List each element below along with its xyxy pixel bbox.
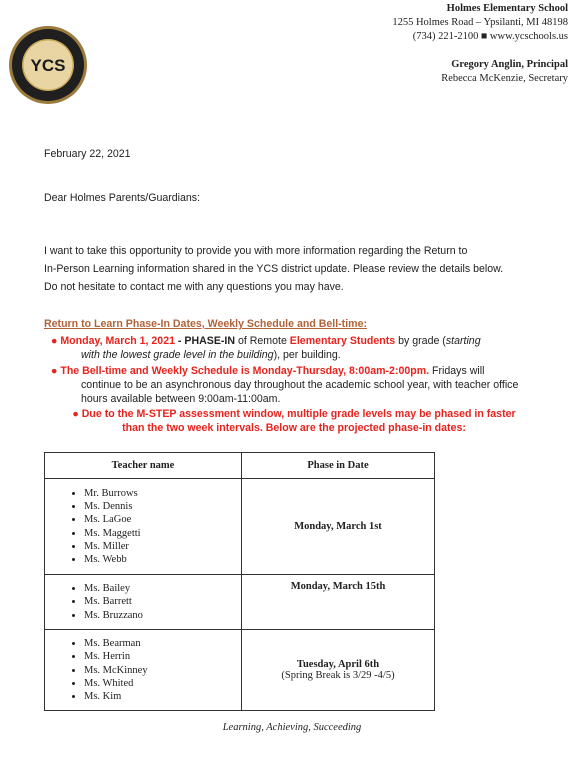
bullet-dot: ● <box>51 365 58 377</box>
footer-motto: Learning, Achieving, Succeeding <box>222 722 362 733</box>
teacher-item: • Ms. Kim <box>84 690 240 703</box>
phase-in-table <box>44 452 435 711</box>
phase-date-cell <box>242 630 435 711</box>
bullet-dot: ● <box>51 335 58 347</box>
spring-break-note: (Spring Break is 3/29 -4/5) <box>281 670 395 682</box>
table-row <box>45 575 435 630</box>
teacher-list <box>46 481 240 573</box>
teacher-item: • Ms. Miller <box>84 540 240 553</box>
bullet-schedule: ● The Bell-time and Weekly Schedule is Monday-Thursday, 8:00am-2:00pm. Fridays will continue to be an asynchronous day throughout the academic school year, with teacher office hours available between 9:00am-11:00am. <box>51 365 519 405</box>
bullet-dot: ● <box>72 408 79 420</box>
table-row <box>45 479 435 575</box>
phase-date: Monday, March 15th <box>242 575 435 630</box>
teacher-item: • Ms. Dennis <box>84 500 240 513</box>
teacher-item: • Ms. Webb <box>84 553 240 566</box>
teacher-item: • Ms. Barrett <box>84 595 240 608</box>
teacher-item: • Mr. Burrows <box>84 487 240 500</box>
teacher-list <box>46 576 240 628</box>
phase-date-header: Phase in Date <box>242 453 435 479</box>
teacher-item: • Ms. Maggetti <box>84 527 240 540</box>
table-row <box>45 630 435 711</box>
intro-paragraph <box>44 242 503 296</box>
bullet-mstep: ● Due to the M-STEP assessment window, multiple grade levels may be phased in faster than the two week intervals. Below are the projected phase-in dates: <box>72 408 516 434</box>
salutation: Dear Holmes Parents/Guardians: <box>44 192 201 204</box>
section-title: Return to Learn Phase-In Dates, Weekly Schedule and Bell-time: <box>44 318 367 330</box>
teacher-item: • Ms. Bearman <box>84 637 240 650</box>
teacher-item: • Ms. Bruzzano <box>84 609 240 622</box>
secretary-name: Rebecca McKenzie, Secretary <box>441 73 568 84</box>
teacher-item: • Ms. LaGoe <box>84 513 240 526</box>
phase-date: Tuesday, April 6th <box>296 659 380 671</box>
intro-line: I want to take this opportunity to provide you with more information regarding the Return to <box>44 245 468 257</box>
intro-line: In-Person Learning information shared in the YCS district update. Please review the details below. <box>44 263 504 275</box>
principal-name: Gregory Anglin, Principal <box>451 59 568 70</box>
teacher-item: • Ms. McKinney <box>84 664 240 677</box>
phase-date: Monday, March 1st <box>242 479 435 575</box>
teacher-list <box>46 631 240 709</box>
teacher-item: • Ms. Herrin <box>84 650 240 663</box>
logo-text: YCS <box>30 56 66 75</box>
table-header-row <box>45 453 435 479</box>
bullet-phase-in: ● Monday, March 1, 2021 - PHASE-IN of Remote Elementary Students by grade (starting with the lowest grade level in the building), per building. <box>51 335 481 361</box>
intro-line: Do not hesitate to contact me with any questions you may have. <box>44 281 344 293</box>
teacher-item: • Ms. Whited <box>84 677 240 690</box>
teacher-name-header: Teacher name <box>45 453 242 479</box>
teacher-item: • Ms. Bailey <box>84 582 240 595</box>
school-contact: (734) 221-2100 ■ www.ycschools.us <box>412 31 568 42</box>
letter-date: February 22, 2021 <box>44 148 131 160</box>
school-name: Holmes Elementary School <box>446 3 568 14</box>
ycs-logo <box>8 25 88 105</box>
school-address: 1255 Holmes Road – Ypsilanti, MI 48198 <box>392 17 568 28</box>
